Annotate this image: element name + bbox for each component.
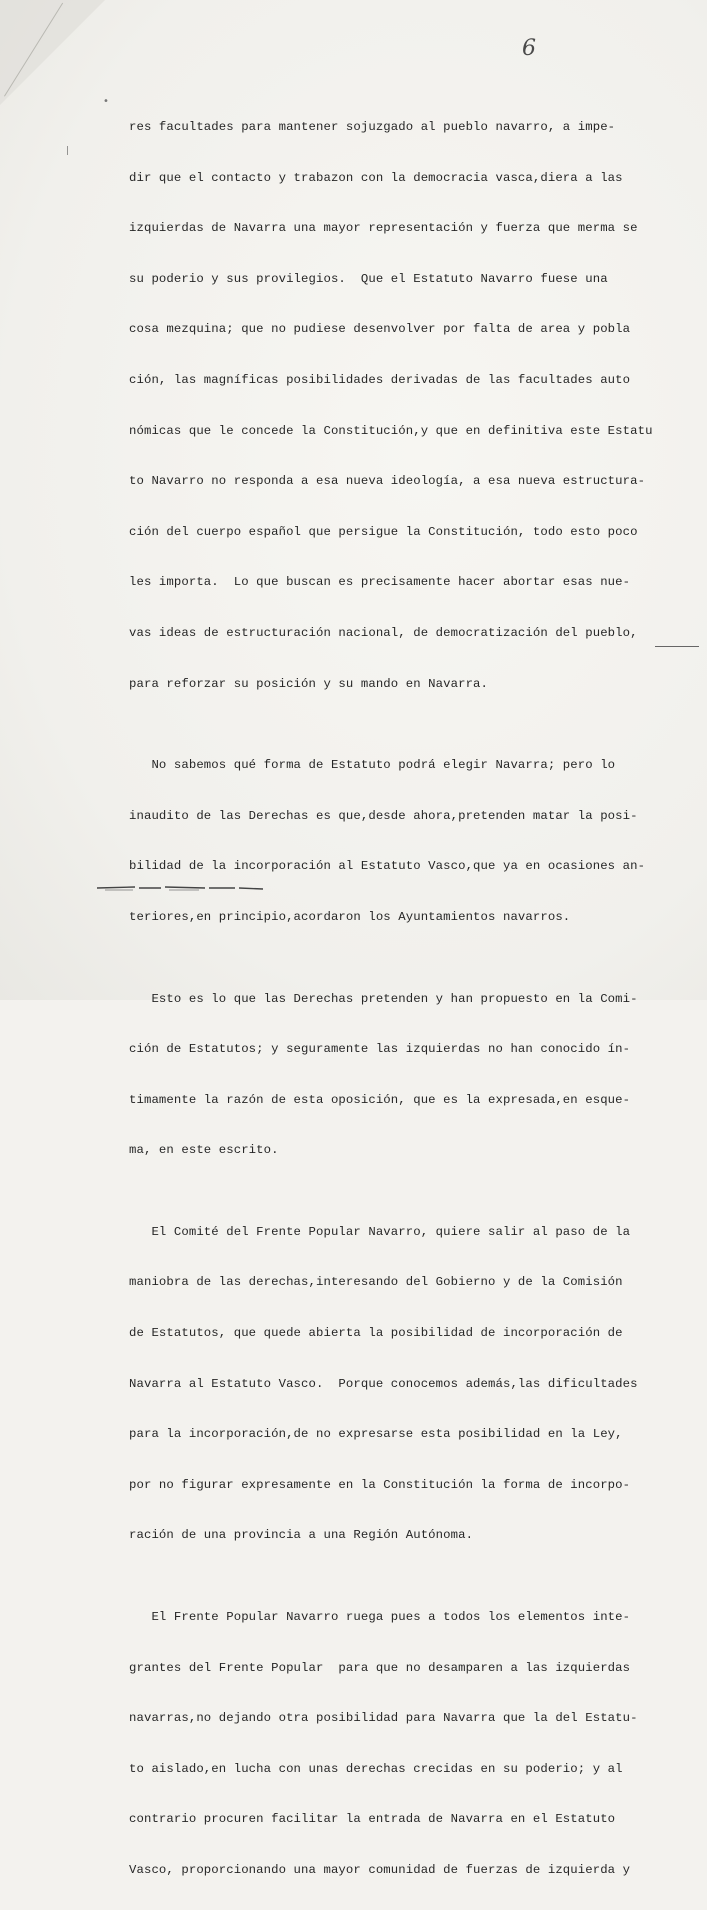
text-line: nómicas que le concede la Constitución,y que en definitiva este Estatu (129, 423, 653, 438)
text-line: de Estatutos, que quede abierta la posibilidad de incorporación de (129, 1326, 623, 1341)
text-line: grantes del Frente Popular para que no desamparen a las izquierdas (129, 1660, 631, 1675)
text-line: para reforzar su posición y su mando en Navarra. (129, 676, 489, 691)
text-line: su poderio y sus provilegios. Que el Estatuto Navarro fuese una (129, 271, 608, 286)
text-line: ción de Estatutos; y seguramente las izquierdas no han conocido ín- (129, 1042, 631, 1057)
text-line: ma, en este escrito. (129, 1143, 279, 1158)
text-line: ración de una provincia a una Región Autónoma. (129, 1528, 474, 1543)
text-line: para la incorporación,de no expresarse esta posibilidad en la Ley, (129, 1427, 623, 1442)
text-line: por no figurar expresamente en la Constitución la forma de incorpo- (129, 1477, 631, 1492)
text-line: to aislado,en lucha con unas derechas crecidas en su poderio; y al (129, 1761, 623, 1776)
text-line: El Comité del Frente Popular Navarro, quiere salir al paso de la (129, 1224, 631, 1239)
text-line: vas ideas de estructuración nacional, de democratización del pueblo, (129, 625, 638, 640)
text-line: Esto es lo que las Derechas pretenden y han propuesto en la Comi- (129, 991, 638, 1006)
footer-typed-dashes (95, 882, 265, 894)
text-line: inaudito de las Derechas es que,desde ahora,pretenden matar la posi- (129, 808, 638, 823)
text-line: maniobra de las derechas,interesando del Gobierno y de la Comisión (129, 1275, 623, 1290)
text-line: El Frente Popular Navarro ruega pues a todos los elementos inte- (129, 1610, 631, 1625)
text-line: contrario procuren facilitar la entrada de Navarra en el Estatuto (129, 1812, 616, 1827)
typed-body-text (129, 88, 653, 1910)
right-margin-rule (655, 646, 699, 647)
text-line: navarras,no dejando otra posibilidad para Navarra que la del Estatu- (129, 1711, 638, 1726)
text-line: dir que el contacto y trabazon con la democracia vasca,diera a las (129, 170, 623, 185)
text-line: No sabemos qué forma de Estatuto podrá elegir Navarra; pero lo (129, 758, 616, 773)
text-line: ción, las magníficas posibilidades derivadas de las facultades auto (129, 372, 631, 387)
text-line: Vasco, proporcionando una mayor comunidad de fuerzas de izquierda y (129, 1863, 631, 1877)
page-number: 6 (522, 36, 536, 61)
text-line: teriores,en principio,acordaron los Ayuntamientos navarros. (129, 909, 571, 924)
page-fold-corner (0, 0, 105, 105)
text-line: ción del cuerpo español que persigue la Constitución, todo esto poco (129, 524, 638, 539)
text-line: bilidad de la incorporación al Estatuto Vasco,que ya en ocasiones an- (129, 859, 646, 874)
text-line: cosa mezquina; que no pudiese desenvolver por falta de area y pobla (129, 322, 631, 337)
margin-tick-mark: | (66, 146, 70, 156)
text-line: izquierdas de Navarra una mayor representación y fuerza que merma se (129, 221, 638, 236)
text-line: res facultades para mantener sojuzgado al pueblo navarro, a impe- (129, 120, 616, 134)
text-line: timamente la razón de esta oposición, que es la expresada,en esque- (129, 1092, 631, 1107)
text-line: les importa. Lo que buscan es precisamente hacer abortar esas nue- (129, 575, 631, 590)
margin-dot-mark: • (103, 96, 109, 107)
text-line: Navarra al Estatuto Vasco. Porque conocemos además,las dificultades (129, 1376, 638, 1391)
text-line: to Navarro no responda a esa nueva ideología, a esa nueva estructura- (129, 474, 646, 489)
